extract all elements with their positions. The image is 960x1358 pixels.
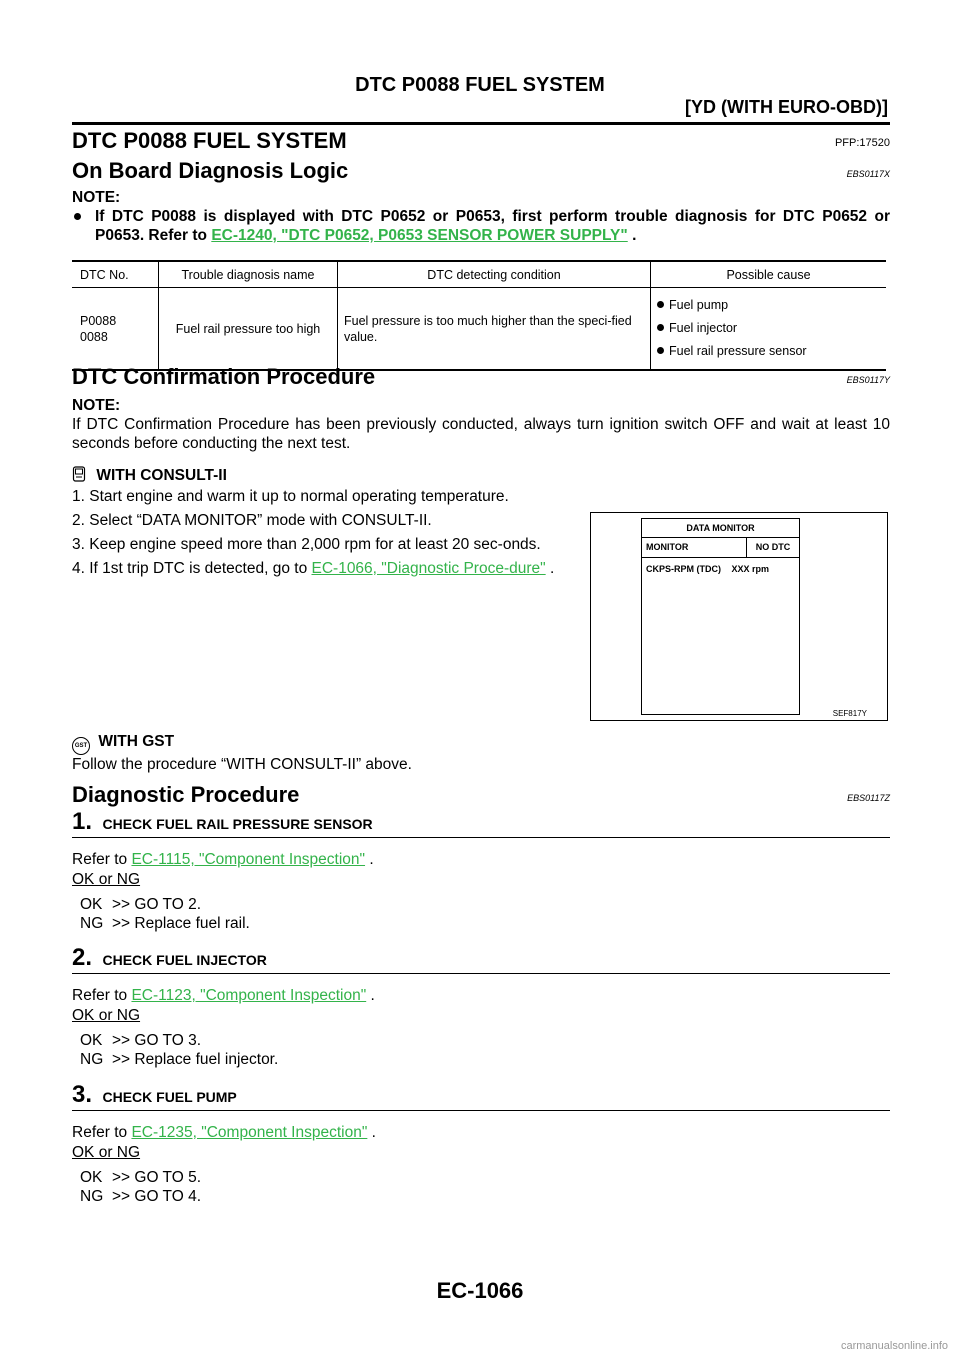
confirmation-heading [72,364,890,390]
diag-step-3-results [80,1168,201,1206]
diagnostic-code: EBS0117Z [847,793,890,803]
confirmation-note-text: If DTC Confirmation Procedure has been previously conducted, always turn ignition switch OFF and wait at least 10 seconds before conducting the next test. [72,416,890,452]
dtc-table-header-row [72,262,886,288]
dtc-no-2: 0088 [80,329,108,344]
step-rule [72,1110,890,1111]
refer-prefix: Refer to [72,851,128,868]
th-detect-condition: DTC detecting condition [338,262,651,288]
obd-logic-heading [72,158,890,184]
confirmation-title: DTC Confirmation Procedure [72,364,376,389]
refer-prefix: Refer to [72,987,128,1004]
ok-result: >> GO TO 5. [112,1169,202,1186]
list-item: 2. Select “DATA MONITOR” mode with CONSULT-II. [72,512,432,529]
diag-step-1-link[interactable]: EC-1115, "Component Inspection" [131,851,366,868]
dtc-table-wrap [72,260,886,371]
result-ok [80,895,250,914]
cell-dtc-no [72,288,159,370]
pfp-code: PFP:17520 [834,137,890,149]
diagnostic-title: Diagnostic Procedure [72,782,300,807]
cell-trouble-name: Fuel rail pressure too high [159,288,338,370]
cause-text: Fuel rail pressure sensor [669,344,807,358]
ng-result: >> Replace fuel injector. [112,1051,279,1068]
obd-note-link[interactable]: EC-1240, "DTC P0652, P0653 SENSOR POWER SUPPLY" [211,227,628,244]
monitor-row-value: XXX rpm [731,564,770,574]
monitor-row-label: CKPS-RPM (TDC) [646,564,721,574]
monitor-col-monitor: MONITOR [642,538,747,557]
ng-key: NG [80,1051,104,1068]
step-rule [72,973,890,974]
watermark: carmanualsonline.info [840,1340,948,1352]
diag-step-3-heading [72,1081,237,1109]
step-title: CHECK FUEL RAIL PRESSURE SENSOR [102,816,373,832]
dtc-no-1: P0088 [80,313,117,328]
obd-logic-title: On Board Diagnosis Logic [72,158,349,183]
th-dtc-no: DTC No. [72,262,159,288]
monitor-row [642,558,799,574]
step4-text: 4. If 1st trip DTC is detected, go to [72,560,308,577]
ok-key: OK [80,896,103,913]
obd-note [72,207,890,245]
cause-item [657,340,880,363]
main-section-title: DTC P0088 FUEL SYSTEM [72,128,347,153]
ng-result: >> Replace fuel rail. [112,915,250,932]
gst-label: WITH GST [98,733,175,750]
bullet-icon [657,324,664,331]
result-ok [80,1031,278,1050]
th-possible-cause: Possible cause [651,262,887,288]
obd-note-label: NOTE: [72,189,121,206]
obd-logic-code: EBS0117X [846,169,890,179]
diag-step-3-link[interactable]: EC-1235, "Component Inspection" [131,1124,368,1141]
gst-icon: GST [72,737,90,755]
page-number: EC-1066 [436,1278,524,1303]
header-rule [72,122,890,125]
ok-result: >> GO TO 2. [112,896,202,913]
step-number: 1. [72,808,93,835]
confirmation-steps [72,487,580,578]
ok-result: >> GO TO 3. [112,1032,202,1049]
data-monitor-figure [590,512,888,721]
list-item: 3. Keep engine speed more than 2,000 rpm for at least 20 sec-onds. [72,536,541,553]
cause-item [657,294,880,317]
diag-step-1-results [80,895,250,933]
step-number: 2. [72,944,93,971]
bullet-icon [74,213,81,220]
figure-code: SEF817Y [832,709,867,718]
list-item [72,559,580,578]
monitor-header-row [642,538,799,558]
cell-detect-condition: Fuel pressure is too much higher than the speci-fied value. [338,288,651,370]
diag-step-2-results [80,1031,278,1069]
step-title: CHECK FUEL PUMP [102,1089,237,1105]
confirmation-note-label: NOTE: [72,397,121,414]
cell-possible-cause [651,288,887,370]
result-ng [80,1187,201,1206]
th-trouble-name: Trouble diagnosis name [159,262,338,288]
result-ng [80,1050,278,1069]
step-number: 3. [72,1081,93,1108]
bullet-icon [657,301,664,308]
step4-link[interactable]: EC-1066, "Diagnostic Proce-dure" [311,560,546,577]
cause-text: Fuel injector [669,321,738,335]
consult-label: WITH CONSULT-II [96,467,227,484]
diag-step-1-heading [72,808,373,836]
cause-item [657,317,880,340]
diag-step-2-refer: Refer to EC-1123, "Component Inspection" . [72,987,375,1004]
ok-key: OK [80,1032,103,1049]
gst-heading [72,732,174,755]
result-ng [80,914,250,933]
ng-key: NG [80,915,104,932]
main-section-heading [72,128,890,154]
refer-prefix: Refer to [72,1124,128,1141]
obd-note-tail: . [632,227,637,244]
ok-ng-label: OK or NG [72,871,141,888]
result-ok [80,1168,201,1187]
obd-note-text: If DTC P0088 is displayed with DTC P0652 or P0653, first perform trouble diagnosis for DTC P0652 or P0653. Refer to [95,208,890,244]
ok-ng-label: OK or NG [72,1144,141,1161]
step-title: CHECK FUEL INJECTOR [102,952,267,968]
table-row [72,288,886,370]
diagnostic-heading [72,782,890,808]
list-item: 1. Start engine and warm it up to normal operating temperature. [72,488,509,505]
ok-key: OK [80,1169,103,1186]
diag-step-2-heading [72,944,267,972]
dtc-table [72,262,886,369]
cause-text: Fuel pump [669,298,729,312]
monitor-title: DATA MONITOR [642,519,799,538]
bullet-icon [657,347,664,354]
ok-ng-label: OK or NG [72,1007,141,1024]
consult-heading [72,466,227,485]
monitor-col-status: NO DTC [755,542,791,552]
page-header-subtitle: [YD (WITH EURO-OBD)] [685,97,888,117]
gst-text: Follow the procedure “WITH CONSULT-II” above. [72,756,412,773]
confirmation-code: EBS0117Y [846,375,890,385]
diag-step-2-link[interactable]: EC-1123, "Component Inspection" [131,987,367,1004]
ng-key: NG [80,1188,104,1205]
diag-step-3-refer: Refer to EC-1235, "Component Inspection" . [72,1124,376,1141]
diag-step-1-refer: Refer to EC-1115, "Component Inspection" . [72,851,374,868]
page-header-title: DTC P0088 FUEL SYSTEM [355,74,605,96]
step-rule [72,837,890,838]
consult-icon [72,466,86,481]
step4-tail: . [549,560,555,577]
monitor-screen [641,518,800,715]
ng-result: >> GO TO 4. [112,1188,202,1205]
